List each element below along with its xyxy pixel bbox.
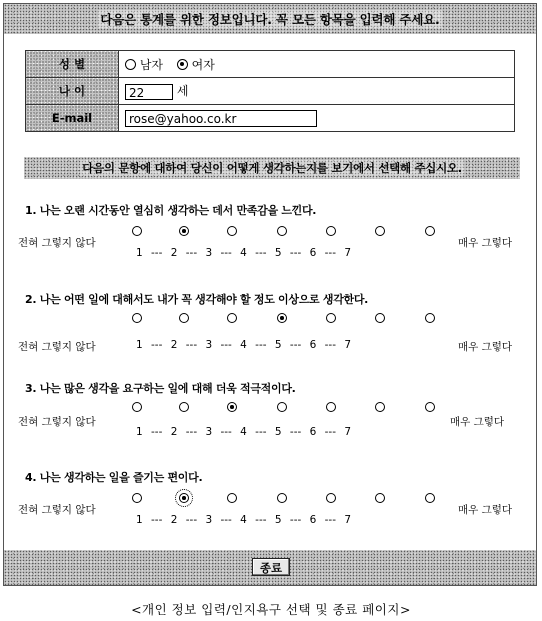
q2-option-6-radio[interactable]	[375, 313, 385, 323]
q2-option-1-radio[interactable]	[132, 313, 142, 323]
question-1-text: 1. 나는 오랜 시간동안 열심히 생각하는 데서 만족감을 느낀다.	[25, 204, 317, 217]
q1-option-2-radio[interactable]	[179, 226, 189, 236]
survey-frame	[3, 3, 537, 586]
q3-high-anchor: 매우 그렇다	[450, 416, 505, 428]
q2-option-4-radio[interactable]	[277, 313, 287, 323]
email-input[interactable]: rose@yahoo.co.kr	[125, 110, 317, 127]
q3-option-6-radio[interactable]	[375, 402, 385, 412]
q1-option-6-radio[interactable]	[375, 226, 385, 236]
q2-scale-numbers: 1 --- 2 --- 3 --- 4 --- 5 --- 6 --- 7	[136, 339, 352, 351]
q4-low-anchor: 전혀 그렇지 않다	[18, 504, 96, 516]
question-3-text: 3. 나는 많은 생각을 요구하는 일에 대해 더욱 적극적이다.	[25, 382, 296, 395]
q2-option-3-radio[interactable]	[227, 313, 237, 323]
q4-option-7-radio[interactable]	[425, 493, 435, 503]
email-row	[26, 105, 515, 132]
q3-option-2-radio[interactable]	[179, 402, 189, 412]
q1-option-4-radio[interactable]	[277, 226, 287, 236]
q4-option-6-radio[interactable]	[375, 493, 385, 503]
question-2-text: 2. 나는 어떤 일에 대해서도 내가 꼭 생각해야 할 정도 이상으로 생각한다.	[25, 293, 369, 306]
q4-option-5-radio[interactable]	[326, 493, 336, 503]
q4-scale-numbers: 1 --- 2 --- 3 --- 4 --- 5 --- 6 --- 7	[136, 514, 352, 526]
instruction-text: 다음의 문항에 대하여 당신이 어떻게 생각하는지를 보기에서 선택해 주십시오.	[82, 161, 462, 175]
email-label: E-mail	[26, 105, 119, 132]
gender-label: 성 별	[26, 51, 119, 78]
q2-option-5-radio[interactable]	[326, 313, 336, 323]
q3-option-4-radio[interactable]	[277, 402, 287, 412]
q4-option-4-radio[interactable]	[277, 493, 287, 503]
q3-option-5-radio[interactable]	[326, 402, 336, 412]
banner-text: 다음은 통계를 위한 정보입니다. 꼭 모든 항목을 입력해 주세요.	[100, 12, 440, 27]
q1-high-anchor: 매우 그렇다	[458, 237, 513, 249]
q3-low-anchor: 전혀 그렇지 않다	[18, 416, 96, 428]
question-4-text: 4. 나는 생각하는 일을 즐기는 편이다.	[25, 471, 203, 484]
q2-option-2-radio[interactable]	[179, 313, 189, 323]
q1-scale-numbers: 1 --- 2 --- 3 --- 4 --- 5 --- 6 --- 7	[136, 247, 352, 259]
personal-info-form	[25, 50, 515, 132]
q4-option-2-radio[interactable]	[179, 493, 189, 503]
q1-option-7-radio[interactable]	[425, 226, 435, 236]
q4-high-anchor: 매우 그렇다	[458, 504, 513, 516]
radio-male[interactable]	[125, 59, 136, 70]
gender-option-male[interactable]: 남자	[125, 58, 167, 72]
age-input[interactable]: 22	[125, 84, 173, 100]
instruction-banner	[24, 157, 520, 179]
q3-option-3-radio[interactable]	[227, 402, 237, 412]
figure-caption: <개인 정보 입력/인지욕구 선택 및 종료 페이지>	[131, 602, 411, 617]
q1-option-5-radio[interactable]	[326, 226, 336, 236]
top-banner	[4, 4, 536, 34]
q4-option-1-radio[interactable]	[132, 493, 142, 503]
age-row	[26, 78, 515, 105]
q3-option-1-radio[interactable]	[132, 402, 142, 412]
footer-bar	[4, 550, 536, 585]
age-unit: 세	[176, 84, 189, 99]
q2-high-anchor: 매우 그렇다	[458, 341, 513, 353]
q4-option-3-radio[interactable]	[227, 493, 237, 503]
q2-low-anchor: 전혀 그렇지 않다	[18, 341, 96, 353]
q1-option-1-radio[interactable]	[132, 226, 142, 236]
gender-row	[26, 51, 515, 78]
q2-option-7-radio[interactable]	[425, 313, 435, 323]
gender-option-female[interactable]: 여자	[177, 58, 215, 72]
q1-option-3-radio[interactable]	[227, 226, 237, 236]
q1-low-anchor: 전혀 그렇지 않다	[18, 237, 96, 249]
q3-scale-numbers: 1 --- 2 --- 3 --- 4 --- 5 --- 6 --- 7	[136, 426, 352, 438]
age-label: 나 이	[26, 78, 119, 105]
radio-female[interactable]	[177, 59, 188, 70]
q3-option-7-radio[interactable]	[425, 402, 435, 412]
end-button[interactable]: 종료	[252, 558, 290, 576]
